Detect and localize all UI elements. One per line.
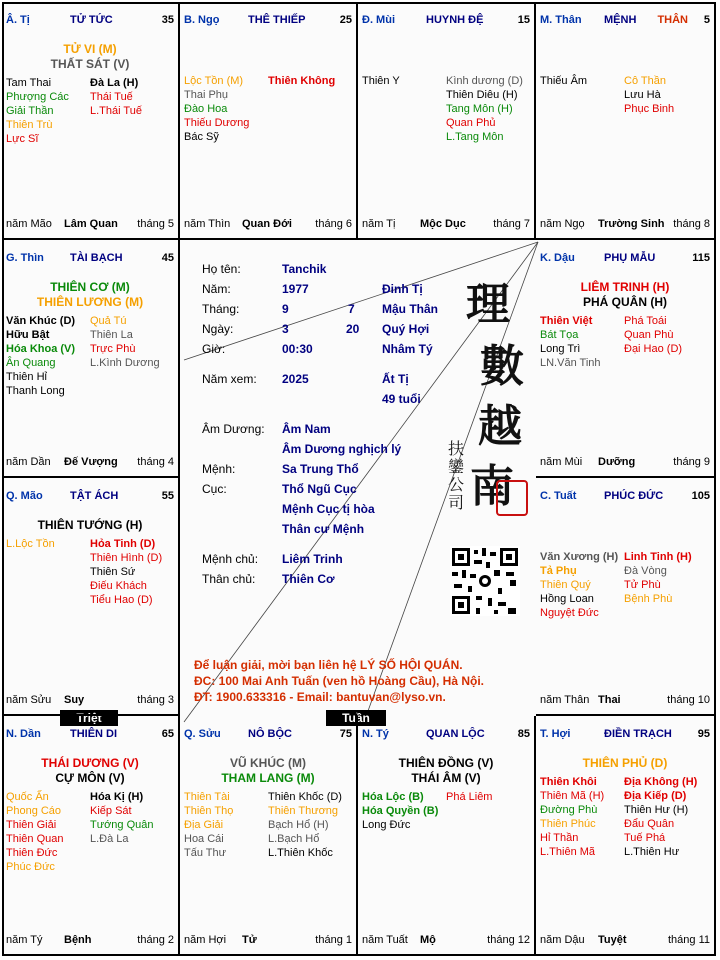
palace-number: 15 [517,14,530,26]
palace-header [6,490,174,504]
palace-footer [184,934,352,948]
palace-position: B. Ngọ [184,14,220,26]
main-star: PHÁ QUÂN (H) [583,295,667,309]
main-star: LIÊM TRINH (H) [580,280,670,294]
minor-star: Thiên Phúc [540,818,596,830]
menh-chu-label: Mệnh chủ: [202,552,259,566]
palace-cell [2,2,180,240]
palace-year: năm Sửu [6,694,52,706]
minor-star: Bạch Hổ (H) [268,819,329,831]
palace-name: TẬT ÁCH [70,490,119,502]
minor-star: Bác Sỹ [184,131,219,143]
minor-star: Ân Quang [6,357,56,369]
palace-position: N. Dần [6,728,41,740]
palace-year: năm Dậu [540,934,585,946]
palace-year: năm Mão [6,218,52,230]
calligraphy-char-3: 越 [478,401,522,452]
qr-code [450,546,520,616]
minor-star: Thiếu Âm [540,75,588,87]
minor-star: Thiên Sứ [90,566,136,578]
am-duong-note: Âm Dương nghịch lý [282,442,402,456]
minor-star: Tấu Thư [184,847,227,859]
palace-cell [358,2,536,240]
contact-address: ĐC: 100 Mai Anh Tuấn (ven hồ Hoàng Cầu), Hà Nội. [194,674,485,688]
minor-star: Văn Khúc (D) [6,315,76,327]
palace-number: 35 [161,14,174,26]
nam-label: Năm: [202,282,231,296]
palace-month: tháng 7 [493,218,530,230]
contact-phone-email: ĐT: 1900.633316 - Email: bantuvan@lyso.vn. [194,690,446,704]
left-star-column [540,775,604,859]
palace-header [540,728,710,742]
palace-footer [6,934,174,948]
palace-header [6,14,174,28]
thang-duong-lich: 9 [282,302,289,316]
main-star: TỬ VI (M) [63,42,117,56]
palace-year: năm Mùi [540,456,583,468]
than-marker: THÂN [657,14,688,26]
left-star-column [362,790,438,832]
minor-star: Phá Toái [624,315,667,327]
calligraphy-char-1: 理 [466,279,510,330]
palace-header [6,728,174,742]
palace-footer [540,694,710,708]
palace-footer [540,218,710,232]
palace-name: PHÚC ĐỨC [604,490,664,502]
palace-header [184,728,352,742]
right-star-column [90,314,160,370]
minor-star: Lưu Hà [624,89,661,101]
right-star-column [624,314,682,356]
palace-stage: Trường Sinh [598,218,665,230]
menh-chu-value: Liêm Trinh [282,552,343,566]
minor-star: Đà Vòng [624,565,667,577]
main-star: THÁI DƯƠNG (V) [41,756,139,770]
left-star-column [540,550,618,620]
palace-name: ĐIỀN TRẠCH [604,728,672,740]
palace-footer [362,934,530,948]
palace-position: M. Thân [540,14,582,26]
palace-cell [536,478,714,716]
main-star: THIÊN PHỦ (D) [582,756,668,770]
minor-star: Thiên Giải [6,819,57,831]
minor-star: Thiên Thọ [184,805,234,817]
minor-star: Thiên Quý [540,579,591,591]
minor-star: Thanh Long [6,385,65,397]
left-star-column [184,790,233,860]
palace-stage: Mộc Dục [420,218,466,230]
thang-am-lich: 7 [348,302,355,316]
right-star-column [624,775,697,859]
palace-stage: Quan Đới [242,218,292,230]
minor-star: Tam Thai [6,77,52,89]
minor-star: Đại Hao (D) [624,343,683,355]
minor-star: Cô Thần [624,75,666,87]
palace-year: năm Dần [6,456,51,468]
palace-position: Đ. Mùi [362,14,395,26]
palace-stage: Lâm Quan [64,218,118,230]
palace-stage: Đế Vượng [64,456,118,468]
nam-value: 1977 [282,282,309,296]
palace-month: tháng 2 [137,934,174,946]
palace-month: tháng 12 [487,934,530,946]
palace-name: THIÊN DI [70,728,118,740]
palace-footer [184,218,352,232]
palace-year: năm Hợi [184,934,227,946]
palace-name: THÊ THIẾP [248,14,306,26]
palace-footer [6,456,174,470]
minor-star: L.Tang Môn [446,131,504,143]
minor-star: Quan Phù [624,329,674,341]
minor-star: Long Trì [540,343,581,355]
minor-star: Thiên Quan [6,833,64,845]
minor-star: Bát Tọa [540,329,579,341]
minor-star: Trực Phù [90,343,136,355]
menh-label: Mệnh: [202,462,236,476]
than-chu-value: Thiên Cơ [282,572,335,586]
palace-name: TÀI BẠCH [70,252,123,264]
ngay-am-lich: 20 [346,322,360,336]
main-star: THIÊN ĐỒNG (V) [398,756,494,770]
minor-star: Thiên Đức [6,847,58,859]
minor-star: Phong Cáo [6,805,62,817]
palace-name: NÔ BỘC [248,728,292,740]
palace-month: tháng 9 [673,456,710,468]
palace-header [540,252,710,266]
palace-position: K. Dậu [540,252,575,264]
palace-cell [2,716,180,954]
right-star-column [90,790,154,846]
minor-star: Quả Tú [90,315,127,327]
minor-star: Bệnh Phù [624,593,673,605]
minor-star: Hóa Kị (H) [90,791,144,803]
minor-star: Hỏa Tinh (D) [90,538,156,550]
palace-header [362,14,530,28]
ngay-duong-lich: 3 [282,322,289,336]
minor-star: Linh Tinh (H) [624,551,692,563]
left-star-column [540,74,587,88]
minor-star: Thiên Trù [6,119,53,131]
minor-star: Long Đức [362,819,411,831]
minor-star: Thiên Việt [540,315,593,327]
palace-header [540,14,710,28]
ho-ten-value: Tanchik [282,262,327,276]
palace-stage: Dưỡng [598,456,636,468]
minor-star: Đường Phù [540,804,598,816]
minor-star: Tướng Quân [90,819,154,831]
left-star-column [6,76,69,146]
nam-xem-value: 2025 [282,372,309,386]
palace-name: TỬ TỨC [70,14,113,26]
main-star: THÁI ÂM (V) [411,771,481,785]
palace-month: tháng 6 [315,218,352,230]
palace-header [362,728,530,742]
minor-star: Hoa Cái [184,833,224,845]
minor-star: Tiểu Hao (D) [90,594,153,606]
minor-star: Giải Thần [6,105,54,117]
right-star-column [268,74,335,88]
palace-cell [358,716,536,954]
minor-star: Hỉ Thần [540,832,579,844]
right-star-column [624,550,692,606]
minor-star: Thiên Hỉ [6,371,47,383]
minor-star: Địa Giải [184,819,224,831]
minor-star: L.Thiên Hư [624,846,680,858]
minor-star: Địa Không (H) [624,776,698,788]
minor-star: Tang Môn (H) [446,103,513,115]
gio-value: 00:30 [282,342,313,356]
main-star: THAM LANG (M) [221,771,315,785]
palace-month: tháng 1 [315,934,352,946]
am-duong-label: Âm Dương: [202,422,265,436]
center-info-panel [180,240,536,716]
palace-cell [2,478,180,716]
palace-number: 65 [161,728,174,740]
red-seal-stamp [496,480,528,516]
contact-line-1: Để luận giải, mời bạn liên hệ LÝ SỐ HỘI QUÁN. [194,658,463,672]
minor-star: Địa Kiếp (D) [624,790,687,802]
palace-footer [6,218,174,232]
minor-star: L.Kình Dương [90,357,160,369]
palace-number: 55 [161,490,174,502]
palace-number: 45 [161,252,174,264]
minor-star: Thiên Y [362,75,400,87]
minor-star: Hóa Lộc (B) [362,791,424,803]
palace-month: tháng 11 [667,934,710,946]
palace-year: năm Tý [6,934,43,946]
minor-star: Thai Phụ [184,89,229,101]
palace-number: 105 [691,490,710,502]
cuc-note-2: Thân cư Mệnh [282,522,365,536]
palace-cell [180,716,358,954]
minor-star: L.Bạch Hổ [268,833,320,845]
minor-star: Thái Tuế [90,91,133,103]
minor-star: Văn Xương (H) [540,551,619,563]
palace-number: 95 [697,728,710,740]
cuc-label: Cục: [202,482,227,496]
palace-year: năm Thân [540,694,590,706]
palace-footer [540,934,710,948]
palace-header [184,14,352,28]
left-star-column [540,314,601,370]
main-star: VŨ KHÚC (M) [230,756,306,770]
main-star: CỰ MÔN (V) [55,771,125,785]
palace-name: QUAN LỘC [426,728,485,740]
right-star-column [446,790,492,804]
minor-star: Phục Binh [624,103,675,115]
gio-label: Giờ: [202,342,226,356]
main-star: THIÊN CƠ (M) [50,280,130,294]
minor-star: Lộc Tồn (M) [184,75,244,87]
minor-star: Thiên Diêu (H) [446,89,518,101]
minor-star: L.Thiên Mã [540,846,596,858]
thang-can-chi: Mậu Thân [382,302,438,316]
cuc-value: Thổ Ngũ Cục [282,482,357,496]
palace-position: Â. Tị [6,14,30,26]
minor-star: Phượng Các [6,91,69,103]
palace-cell [536,716,714,954]
left-star-column [6,537,55,551]
minor-star: Thiên Tài [184,791,230,803]
palace-year: năm Tị [362,218,396,230]
palace-month: tháng 4 [137,456,174,468]
minor-star: Thiên Hình (D) [90,552,163,564]
minor-star: Tả Phụ [540,565,577,577]
palace-cell [536,2,714,240]
minor-star: Phá Liêm [446,791,493,803]
minor-star: Thiên Hư (H) [624,804,689,816]
am-duong-value: Âm Nam [282,422,331,436]
minor-star: Hữu Bật [6,329,50,341]
palace-number: 25 [339,14,352,26]
palace-name: HUYNH ĐỆ [426,14,484,26]
minor-star: Hóa Quyền (B) [362,805,439,817]
right-star-column [90,76,142,118]
small-stamp-text: 扶 鑾 公 司 [448,439,465,512]
minor-star: L.Thái Tuế [90,105,142,117]
minor-star: Thiên Mã (H) [540,790,605,802]
minor-star: Kình dương (D) [446,75,523,87]
minor-star: Thiên La [90,329,133,341]
minor-star: Hóa Khoa (V) [6,343,76,355]
palace-year: năm Tuất [362,934,408,946]
palace-name: MỆNH [604,14,637,26]
minor-star: Phúc Đức [6,861,55,873]
cuc-note-1: Mệnh Cục tị hòa [282,502,375,516]
palace-cell [2,240,180,478]
right-star-column [90,537,162,607]
tuoi-value: 49 tuổi [382,392,421,406]
palace-number: 115 [692,252,710,264]
calligraphy-char-4: 南 [470,461,514,512]
right-star-column [624,74,674,116]
thang-label: Tháng: [202,302,240,316]
minor-star: Tử Phù [624,579,661,591]
nam-can-chi: Đinh Tị [382,282,423,296]
minor-star: Thiên Thương [268,805,339,817]
minor-star: Hồng Loan [540,593,594,605]
minor-star: Nguyệt Đức [540,607,599,619]
minor-star: Thiên Khôi [540,776,597,788]
palace-cell [180,2,358,240]
minor-star: Đẩu Quân [624,818,675,830]
palace-stage: Bệnh [64,934,92,946]
minor-star: Điếu Khách [90,580,147,592]
palace-month: tháng 3 [137,694,174,706]
minor-star: Quan Phủ [446,117,496,129]
left-star-column [6,314,75,398]
main-star: THIÊN TƯỚNG (H) [37,518,143,532]
palace-year: năm Ngọ [540,218,585,230]
left-star-column [6,790,63,874]
minor-star: L.Lộc Tồn [6,538,55,550]
palace-cell [536,240,714,478]
palace-position: G. Thìn [6,252,44,264]
palace-month: tháng 10 [667,694,710,706]
palace-position: Q. Mão [6,490,43,502]
minor-star: Thiên Khốc (D) [268,791,342,803]
palace-stage: Suy [64,694,85,706]
main-star: THẤT SÁT (V) [50,57,130,71]
minor-star: Tuế Phá [624,832,666,844]
minor-star: L.Thiên Khốc [268,847,333,859]
palace-footer [362,218,530,232]
palace-position: T. Hợi [540,728,571,740]
palace-footer [6,694,174,708]
palace-position: Q. Sửu [184,728,221,740]
ho-ten-label: Họ tên: [202,262,241,276]
minor-star: Thiên Không [268,75,336,87]
palace-header [540,490,710,504]
minor-star: Thiếu Dương [184,117,250,129]
palace-number: 85 [517,728,530,740]
minor-star: Kiếp Sát [90,805,132,817]
gio-can-chi: Nhâm Tý [382,342,433,356]
palace-number: 75 [339,728,352,740]
palace-number: 5 [703,14,710,26]
palace-stage: Tuyệt [598,934,627,946]
palace-position: N. Tý [362,728,389,740]
palace-position: C. Tuất [540,490,577,502]
main-star: THIÊN LƯƠNG (M) [36,295,144,309]
palace-stage: Thai [598,694,621,706]
menh-value: Sa Trung Thổ [282,462,359,476]
triet-tag: Triệt [60,710,118,726]
nam-xem-can-chi: Ất Tị [382,372,409,386]
palace-month: tháng 5 [137,218,174,230]
nam-xem-label: Năm xem: [202,372,257,386]
palace-name: PHỤ MẪU [604,252,656,264]
calligraphy-char-2: 數 [480,341,524,392]
minor-star: Đào Hoa [184,103,228,115]
palace-header [6,252,174,266]
palace-month: tháng 8 [673,218,710,230]
left-star-column [184,74,249,144]
ngay-can-chi: Quý Hợi [382,322,430,336]
right-star-column [446,74,523,144]
minor-star: Lực Sĩ [6,133,39,145]
than-chu-label: Thân chủ: [202,572,256,586]
minor-star: Quốc Ấn [6,791,49,803]
left-star-column [362,74,400,88]
palace-stage: Tử [242,934,257,946]
tuan-tag: Tuần [326,710,386,726]
ngay-label: Ngày: [202,322,234,336]
palace-footer [540,456,710,470]
minor-star: L.Đà La [90,833,129,845]
right-star-column [268,790,342,860]
minor-star: LN.Văn Tinh [540,357,601,369]
minor-star: Đà La (H) [90,77,139,89]
palace-stage: Mộ [420,934,436,946]
palace-year: năm Thìn [184,218,231,230]
